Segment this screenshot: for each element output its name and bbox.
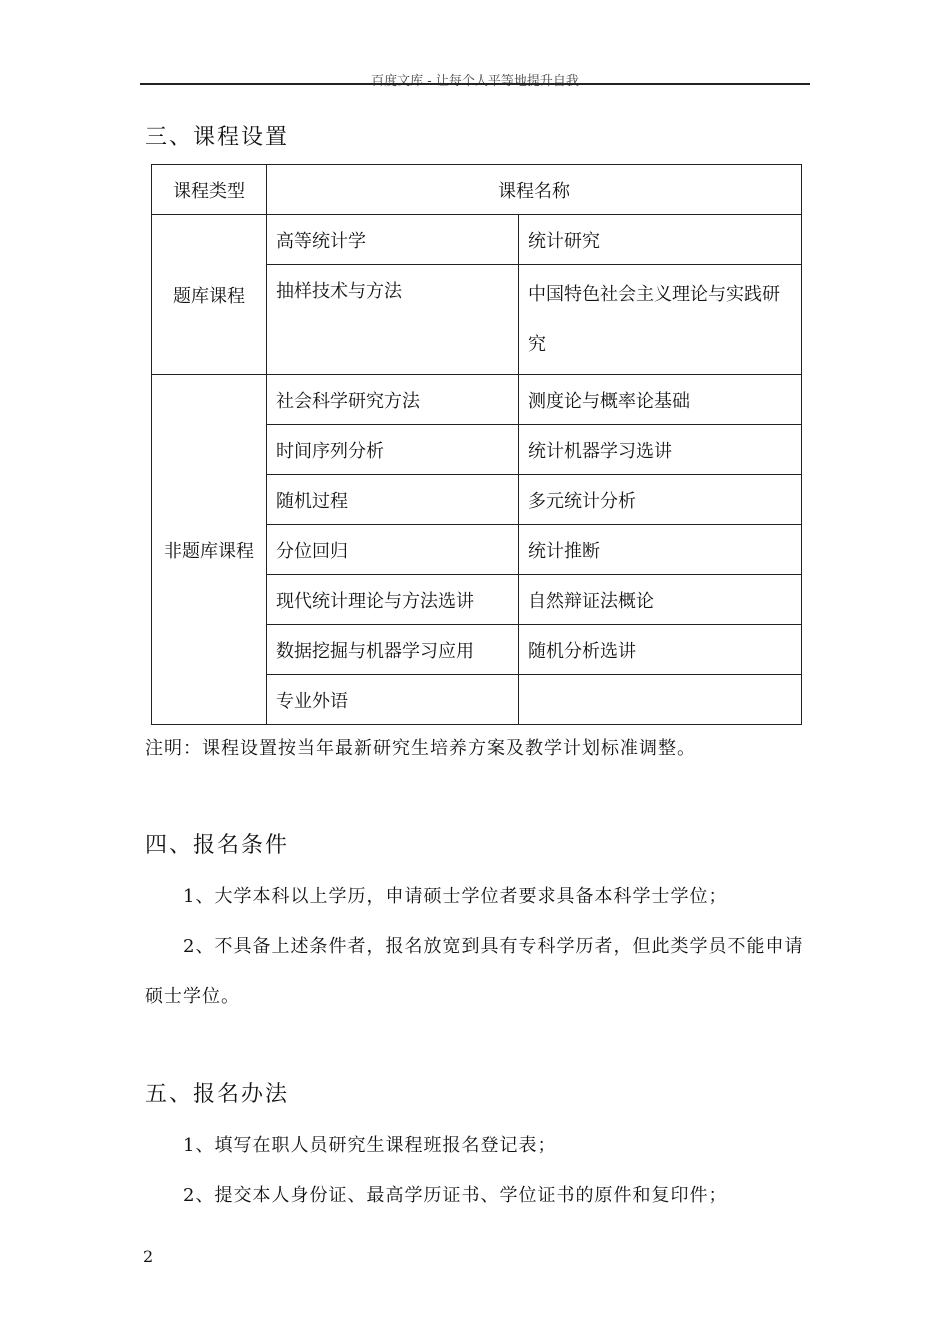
course-cell: 社会科学研究方法: [267, 375, 519, 425]
course-cell: 测度论与概率论基础: [519, 375, 802, 425]
course-cell: 高等统计学: [267, 215, 519, 265]
method-item-2: 2、提交本人身份证、最高学历证书、学位证书的原件和复印件；: [183, 1185, 728, 1206]
course-type-non-question-bank: 非题库课程: [152, 375, 267, 725]
course-note: 注明：课程设置按当年最新研究生培养方案及教学计划标准调整。: [145, 738, 696, 759]
course-cell: 统计研究: [519, 215, 802, 265]
method-item-1: 1、填写在职人员研究生课程班报名登记表；: [183, 1135, 557, 1156]
course-cell: 现代统计理论与方法选讲: [267, 575, 519, 625]
course-cell: 统计机器学习选讲: [519, 425, 802, 475]
condition-item-2-line-1: 2、不具备上述条件者，报名放宽到具有专科学历者，但此类学员不能申请: [183, 936, 804, 957]
page-number: 2: [143, 1247, 154, 1266]
table-header-row: [152, 165, 802, 215]
page-header-text: 百度文库 - 让每个人平等地提升自我: [371, 74, 579, 89]
section-3-title: 三、课程设置: [145, 125, 290, 150]
course-cell: 随机分析选讲: [519, 625, 802, 675]
course-cell: 自然辩证法概论: [519, 575, 802, 625]
course-cell: 中国特色社会主义理论与实践研究: [519, 265, 802, 375]
header-course-name: 课程名称: [267, 165, 802, 215]
section-4-title: 四、报名条件: [145, 833, 290, 858]
condition-item-2-line-2: 硕士学位。: [145, 986, 240, 1007]
course-type-question-bank: 题库课程: [152, 215, 267, 375]
course-cell: 抽样技术与方法: [267, 265, 519, 375]
header-divider: [140, 83, 810, 85]
course-cell: 专业外语: [267, 675, 519, 725]
condition-item-1: 1、大学本科以上学历，申请硕士学位者要求具备本科学士学位；: [183, 886, 728, 907]
course-cell: 随机过程: [267, 475, 519, 525]
section-5-title: 五、报名办法: [145, 1082, 290, 1107]
course-cell: [519, 675, 802, 725]
table-row: [152, 215, 802, 265]
course-cell: 数据挖掘与机器学习应用: [267, 625, 519, 675]
course-cell: 统计推断: [519, 525, 802, 575]
course-cell: 时间序列分析: [267, 425, 519, 475]
course-cell: 多元统计分析: [519, 475, 802, 525]
table-row: [152, 375, 802, 425]
header-course-type: 课程类型: [152, 165, 267, 215]
course-table: [151, 164, 802, 725]
course-cell: 分位回归: [267, 525, 519, 575]
